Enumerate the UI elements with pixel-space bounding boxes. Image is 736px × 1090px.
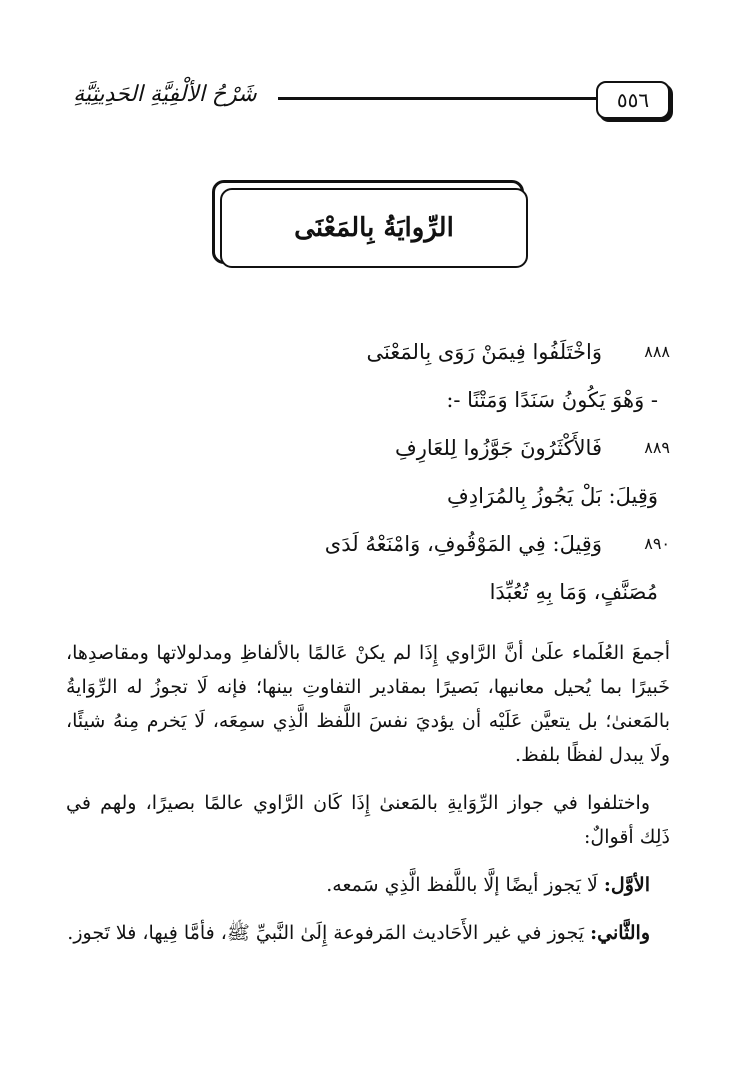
poem-verses	[60, 330, 670, 618]
verse-line	[60, 378, 670, 422]
verse-number: ٨٨٨	[644, 342, 670, 361]
chapter-title: الرِّوايَةُ بِالمَعْنَى	[220, 188, 528, 268]
verse-first-hemistich: فَالأَكْثَرُونَ جَوَّزُوا لِلعَارِفِ	[395, 436, 602, 460]
verse-line	[60, 330, 670, 374]
chapter-title-frame	[212, 180, 528, 268]
first-view-text: لَا يَجوز أيضًا إلَّا باللَّفظ الَّذِي سَمعه.	[326, 874, 604, 896]
verse-second-hemistich: مُصَنَّفٍ، وَمَا بِهِ تُعُبِّدَا	[489, 580, 658, 604]
second-view-paragraph	[66, 916, 670, 950]
verse-first-hemistich: وَاخْتَلَفُوا فِيمَنْ رَوَى بِالمَعْنَى	[366, 340, 602, 364]
verse-line	[60, 426, 670, 470]
verse-line	[60, 474, 670, 518]
running-header	[60, 78, 672, 120]
verse-line	[60, 522, 670, 566]
verse-second-hemistich: - وَهْوَ يَكُونُ سَنَدًا وَمَتْنًا -:	[446, 388, 658, 412]
first-view-paragraph	[66, 868, 670, 902]
verse-line	[60, 570, 670, 614]
book-title: شَرْحُ الألْفِيَّةِ الحَدِيثِيَّةِ	[73, 82, 257, 107]
first-view-label: الأوَّل:	[603, 874, 650, 896]
commentary	[66, 636, 670, 964]
second-view-label: والثَّاني:	[590, 922, 650, 944]
commentary-paragraph: واختلفوا في جواز الرِّوَايةِ بالمَعنىٰ إِذَا كَان الرَّاوي عالمًا بصيرًا، ولهم في ذَلِك أقوالٌ:	[66, 792, 670, 848]
verse-number: ٨٩٠	[644, 534, 670, 553]
verse-first-hemistich: وَقِيلَ: فِي المَوْقُوفِ، وَامْنَعْهُ لَدَى	[324, 532, 602, 556]
second-view-text: يَجوز في غير الأَحَاديث المَرفوعة إِلَىٰ النَّبيِّ ﷺ، فأمَّا فِيها، فلا تَجوز.	[67, 922, 591, 944]
verse-second-hemistich: وَقِيلَ: بَلْ يَجُوزُ بِالمُرَادِفِ	[447, 484, 658, 508]
page-number: ٥٥٦	[596, 81, 670, 119]
commentary-paragraph: أجمعَ العُلَماء علَىٰ أنَّ الرَّاوي إِذَا لم يكنْ عَالمًا بالألفاظِ ومدلولاتها ومقاصدِها، خَبيرًا بما يُحيل معانيها، بَصيرًا بمقادير التفاوتِ بينها؛ فإنه لَا تجوزُ له الرِّوَايةُ بالمَعنىٰ؛ بل يتعيَّن عَلَيْه أن يؤديَ نفسَ اللَّفظ الَّذِي سمِعَه، لَا يَخرم مِنهُ شيئًا، ولَا يبدل لفظًا بلفظ.	[66, 642, 670, 766]
verse-number: ٨٨٩	[644, 438, 670, 457]
